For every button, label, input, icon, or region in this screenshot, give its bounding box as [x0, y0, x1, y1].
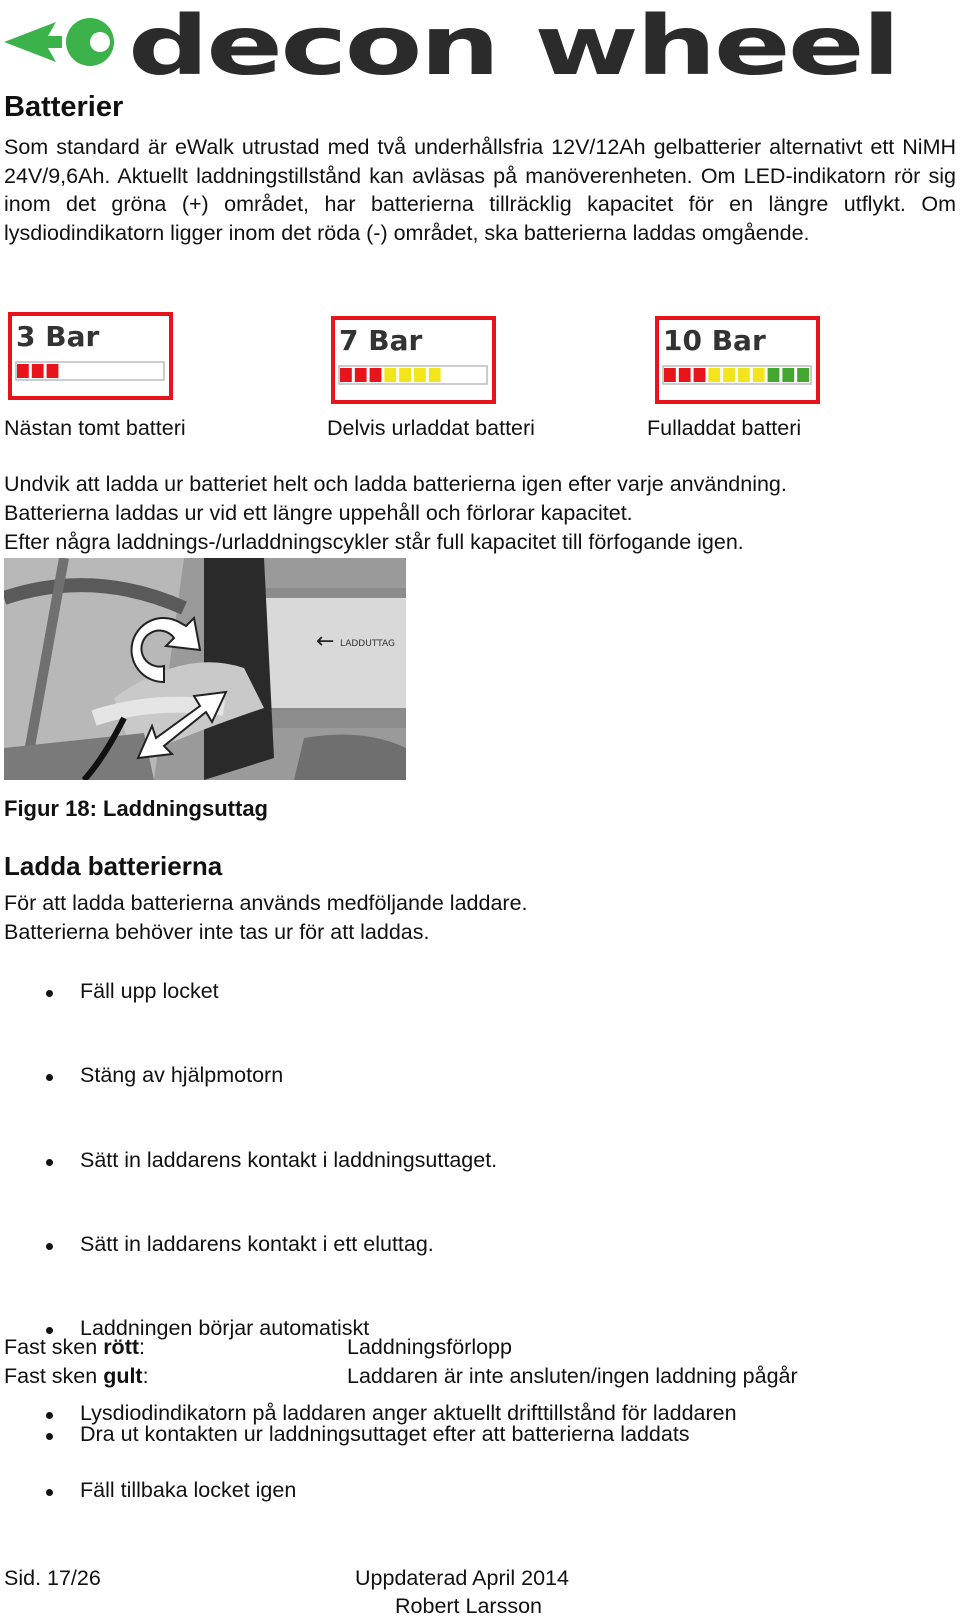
- socket-label: LADDUTTAG: [340, 639, 395, 649]
- indicator-segment: [355, 368, 367, 382]
- indicator-segment: [679, 368, 691, 382]
- page-number: Sid. 17/26: [4, 1566, 101, 1590]
- bullet-icon: [46, 1074, 53, 1081]
- list-item: Dra ut kontakten ur laddningsuttaget efter att batterierna laddats: [80, 1422, 690, 1447]
- indicator-segment: [47, 364, 59, 378]
- list-item: Lysdiodindikatorn på laddaren anger aktuellt drifttillstånd för laddaren: [80, 1401, 737, 1426]
- indicator-segment: [708, 368, 720, 382]
- charging-socket-photo: [4, 558, 406, 780]
- figure-caption: Figur 18: Laddningsuttag: [4, 796, 268, 821]
- indicator-label: 10 Bar: [663, 324, 766, 357]
- batteries-intro: Som standard är eWalk utrustad med två underhållsfria 12V/12Ah gelbatterier alternativt ett NiMH 24V/9,6Ah. Aktuellt laddningstillstånd kan avläsas på manöverenheten. Om LED-indikatorn rör sig inom det gröna (+) området, har batterierna tillräcklig kapacitet för en längre utflykt. Om lysdiodindikatorn ligger inom det röda (-) området, ska batterierna laddas omgående.: [4, 135, 956, 246]
- battery-indicator-10-bar: [655, 316, 820, 404]
- list-item: Laddningen börjar automatiskt: [80, 1316, 737, 1341]
- indicator-label: 3 Bar: [16, 320, 100, 353]
- indicator-segment: [32, 364, 44, 378]
- list-item: Sätt in laddarens kontakt i ett eluttag.: [80, 1232, 737, 1257]
- indicator-segment: [753, 368, 765, 382]
- indicator-caption-partial: Delvis urladdat batteri: [327, 416, 535, 440]
- batteries-heading: Batterier: [4, 91, 124, 123]
- bullet-icon: [46, 1433, 53, 1440]
- battery-indicator-7-bar: [331, 316, 496, 404]
- bullet-icon: [46, 990, 53, 997]
- updated-date: Uppdaterad April 2014: [355, 1566, 569, 1590]
- advice-line: Efter några laddnings-/urladdningscykler står full kapacitet till förfogande igen.: [4, 530, 744, 554]
- bullet-icon: [46, 1412, 53, 1419]
- logo-text: decon wheel: [128, 0, 898, 84]
- status-red-meaning: Laddningsförlopp: [347, 1335, 512, 1359]
- status-red-label: Fast sken rött:: [4, 1335, 145, 1359]
- indicator-caption-full: Fulladdat batteri: [647, 416, 802, 440]
- socket-arrow: ←: [316, 629, 335, 654]
- indicator-segment: [723, 368, 735, 382]
- list-item: Sätt in laddarens kontakt i laddningsuttaget.: [80, 1148, 737, 1173]
- indicator-segment: [414, 368, 426, 382]
- status-yellow-meaning: Laddaren är inte ansluten/ingen laddning pågår: [347, 1364, 798, 1388]
- indicator-segment: [797, 368, 809, 382]
- advice-line: Undvik att ladda ur batteriet helt och ladda batterierna igen efter varje användning.: [4, 472, 787, 496]
- indicator-segment: [768, 368, 780, 382]
- list-item: Fäll tillbaka locket igen: [80, 1478, 690, 1503]
- author-name: Robert Larsson: [395, 1594, 542, 1618]
- indicator-segment: [664, 368, 676, 382]
- battery-indicator-3-bar: [8, 312, 173, 400]
- indicator-segment: [429, 368, 441, 382]
- charging-heading: Ladda batterierna: [4, 851, 223, 881]
- bullet-icon: [46, 1489, 53, 1496]
- indicator-segment: [782, 368, 794, 382]
- indicator-segment: [694, 368, 706, 382]
- status-yellow-label: Fast sken gult:: [4, 1364, 149, 1388]
- indicator-segment: [399, 368, 411, 382]
- bullet-icon: [46, 1243, 53, 1250]
- indicator-caption-empty: Nästan tomt batteri: [4, 416, 186, 440]
- indicator-segment: [17, 364, 29, 378]
- indicator-segment: [370, 368, 382, 382]
- list-item: Fäll upp locket: [80, 979, 737, 1004]
- charging-intro-line: För att ladda batterierna används medföljande laddare.: [4, 891, 528, 915]
- list-item: Stäng av hjälpmotorn: [80, 1063, 737, 1088]
- indicator-segment: [340, 368, 352, 382]
- indicator-label: 7 Bar: [339, 324, 423, 357]
- advice-line: Batterierna laddas ur vid ett längre uppehåll och förlorar kapacitet.: [4, 501, 633, 525]
- indicator-segment: [738, 368, 750, 382]
- charging-intro-line: Batterierna behöver inte tas ur för att laddas.: [4, 920, 430, 944]
- bullet-icon: [46, 1159, 53, 1166]
- indicator-segment: [384, 368, 396, 382]
